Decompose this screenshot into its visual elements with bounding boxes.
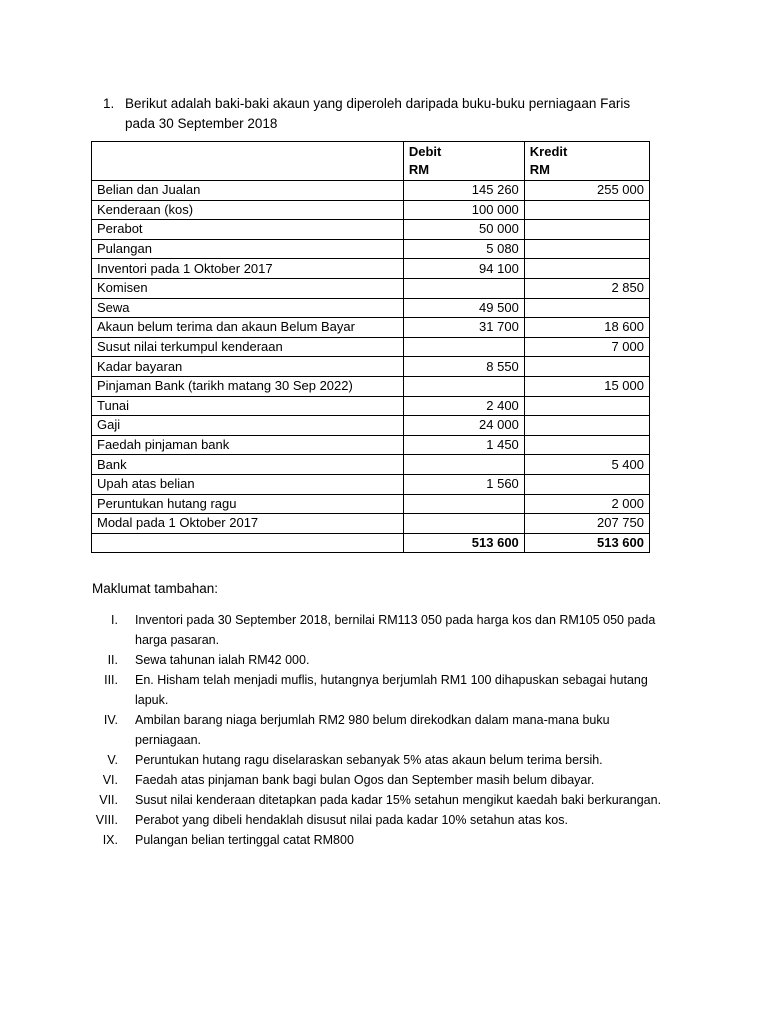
row-debit-cell <box>403 337 524 357</box>
trial-balance-table <box>91 141 650 553</box>
row-kredit-cell: 15 000 <box>524 376 649 396</box>
info-item-number: VIII. <box>95 813 118 827</box>
question-number: 1. <box>103 96 115 111</box>
row-debit-cell: 145 260 <box>403 181 524 201</box>
row-debit-cell: 49 500 <box>403 298 524 318</box>
info-list-item <box>85 750 675 770</box>
question-text-line: pada 30 September 2018 <box>125 116 278 131</box>
row-item-cell: Akaun belum terima dan akaun Belum Bayar <box>92 318 404 338</box>
row-debit-cell <box>403 455 524 475</box>
question-text-line: Berikut adalah baki-baki akaun yang diperoleh daripada buku-buku perniagaan Faris <box>125 96 631 111</box>
row-kredit-cell: 7 000 <box>524 337 649 357</box>
additional-info-list <box>85 610 675 850</box>
table-header-row <box>92 142 650 181</box>
row-item-cell: Gaji <box>92 416 404 436</box>
info-list-item <box>85 790 675 810</box>
table-row <box>92 298 650 318</box>
info-list-item <box>85 710 675 750</box>
info-item-text-line: perniagaan. <box>135 733 202 747</box>
info-item-text-line: En. Hisham telah menjadi muflis, hutangnya berjumlah RM1 100 dihapuskan sebagai hutang <box>135 673 648 687</box>
table-row <box>92 376 650 396</box>
row-item-cell: Kadar bayaran <box>92 357 404 377</box>
table-row <box>92 455 650 475</box>
row-kredit-cell <box>524 259 649 279</box>
row-kredit-cell: 2 000 <box>524 494 649 514</box>
row-kredit-cell <box>524 200 649 220</box>
info-item-text-line: Peruntukan hutang ragu diselaraskan sebanyak 5% atas akaun belum terima bersih. <box>135 753 603 767</box>
table-row <box>92 494 650 514</box>
row-kredit-cell <box>524 416 649 436</box>
info-item-text-line: Sewa tahunan ialah RM42 000. <box>135 653 310 667</box>
row-item-cell: Pinjaman Bank (tarikh matang 30 Sep 2022) <box>92 376 404 396</box>
table-row <box>92 318 650 338</box>
table-row <box>92 416 650 436</box>
info-item-text-line: Susut nilai kenderaan ditetapkan pada kadar 15% setahun mengikut kaedah baki berkurangan. <box>135 793 662 807</box>
header-debit-cell <box>403 142 524 181</box>
row-kredit-cell: 2 850 <box>524 278 649 298</box>
row-debit-cell <box>403 376 524 396</box>
info-item-number: VII. <box>99 793 118 807</box>
row-item-cell: Upah atas belian <box>92 474 404 494</box>
info-item-text-line: Faedah atas pinjaman bank bagi bulan Ogos dan September masih belum dibayar. <box>135 773 595 787</box>
row-kredit-cell <box>524 396 649 416</box>
info-item-text-line: Perabot yang dibeli hendaklah disusut nilai pada kadar 10% setahun atas kos. <box>135 813 568 827</box>
info-item-number: VI. <box>102 773 118 787</box>
row-item-cell: Tunai <box>92 396 404 416</box>
row-item-cell: Faedah pinjaman bank <box>92 435 404 455</box>
table-row <box>92 200 650 220</box>
info-item-number: V. <box>107 753 118 767</box>
row-kredit-cell: 5 400 <box>524 455 649 475</box>
info-item-text-line: lapuk. <box>135 693 169 707</box>
row-item-cell: Komisen <box>92 278 404 298</box>
total-item-cell <box>92 533 404 553</box>
row-kredit-cell: 207 750 <box>524 514 649 534</box>
row-item-cell: Kenderaan (kos) <box>92 200 404 220</box>
row-debit-cell <box>403 514 524 534</box>
row-item-cell: Bank <box>92 455 404 475</box>
question-text <box>125 94 683 134</box>
info-list-item <box>85 610 675 650</box>
info-item-text-line: Pulangan belian tertinggal catat RM800 <box>135 833 354 847</box>
row-item-cell: Peruntukan hutang ragu <box>92 494 404 514</box>
info-item-number: IX. <box>102 833 118 847</box>
row-debit-cell: 5 080 <box>403 239 524 259</box>
info-list-item <box>85 670 675 710</box>
info-item-text-line: harga pasaran. <box>135 633 220 647</box>
row-kredit-cell <box>524 220 649 240</box>
row-debit-cell: 31 700 <box>403 318 524 338</box>
info-item-number: II. <box>107 653 118 667</box>
info-item-number: III. <box>104 673 118 687</box>
header-kredit-unit: RM <box>529 162 551 177</box>
row-kredit-cell <box>524 435 649 455</box>
row-item-cell: Perabot <box>92 220 404 240</box>
table-row <box>92 239 650 259</box>
table-row <box>92 337 650 357</box>
additional-info-title: Maklumat tambahan: <box>92 581 219 596</box>
row-debit-cell: 100 000 <box>403 200 524 220</box>
row-debit-cell: 8 550 <box>403 357 524 377</box>
header-kredit-cell <box>524 142 649 181</box>
info-list-item <box>85 650 675 670</box>
header-debit-label: Debit <box>408 144 442 159</box>
info-list-item <box>85 810 675 830</box>
row-kredit-cell: 18 600 <box>524 318 649 338</box>
header-item-cell <box>92 142 404 181</box>
row-item-cell: Modal pada 1 Oktober 2017 <box>92 514 404 534</box>
row-debit-cell <box>403 494 524 514</box>
info-item-number: I. <box>111 613 118 627</box>
row-debit-cell: 1 560 <box>403 474 524 494</box>
info-list-item <box>85 770 675 790</box>
row-kredit-cell <box>524 357 649 377</box>
header-debit-unit: RM <box>408 162 430 177</box>
row-item-cell: Susut nilai terkumpul kenderaan <box>92 337 404 357</box>
question-1 <box>103 94 683 134</box>
info-item-text-line: Inventori pada 30 September 2018, bernilai RM113 050 pada harga kos dan RM105 050 pada <box>135 613 656 627</box>
table-row <box>92 357 650 377</box>
row-debit-cell: 50 000 <box>403 220 524 240</box>
row-debit-cell: 94 100 <box>403 259 524 279</box>
row-debit-cell: 24 000 <box>403 416 524 436</box>
row-item-cell: Inventori pada 1 Oktober 2017 <box>92 259 404 279</box>
row-kredit-cell: 255 000 <box>524 181 649 201</box>
table-row <box>92 514 650 534</box>
table-row <box>92 259 650 279</box>
row-debit-cell: 1 450 <box>403 435 524 455</box>
row-item-cell: Sewa <box>92 298 404 318</box>
row-debit-cell: 2 400 <box>403 396 524 416</box>
row-item-cell: Pulangan <box>92 239 404 259</box>
header-kredit-label: Kredit <box>529 144 568 159</box>
info-item-number: IV. <box>103 713 118 727</box>
table-row <box>92 396 650 416</box>
table-row <box>92 474 650 494</box>
table-row <box>92 181 650 201</box>
row-kredit-cell <box>524 239 649 259</box>
info-item-text-line: Ambilan barang niaga berjumlah RM2 980 belum direkodkan dalam mana-mana buku <box>135 713 610 727</box>
table-row <box>92 220 650 240</box>
info-list-item <box>85 830 675 850</box>
total-debit-cell: 513 600 <box>403 533 524 553</box>
row-item-cell: Belian dan Jualan <box>92 181 404 201</box>
table-row <box>92 435 650 455</box>
row-kredit-cell <box>524 474 649 494</box>
table-row <box>92 278 650 298</box>
row-kredit-cell <box>524 298 649 318</box>
table-total-row <box>92 533 650 553</box>
total-kredit-cell: 513 600 <box>524 533 649 553</box>
row-debit-cell <box>403 278 524 298</box>
